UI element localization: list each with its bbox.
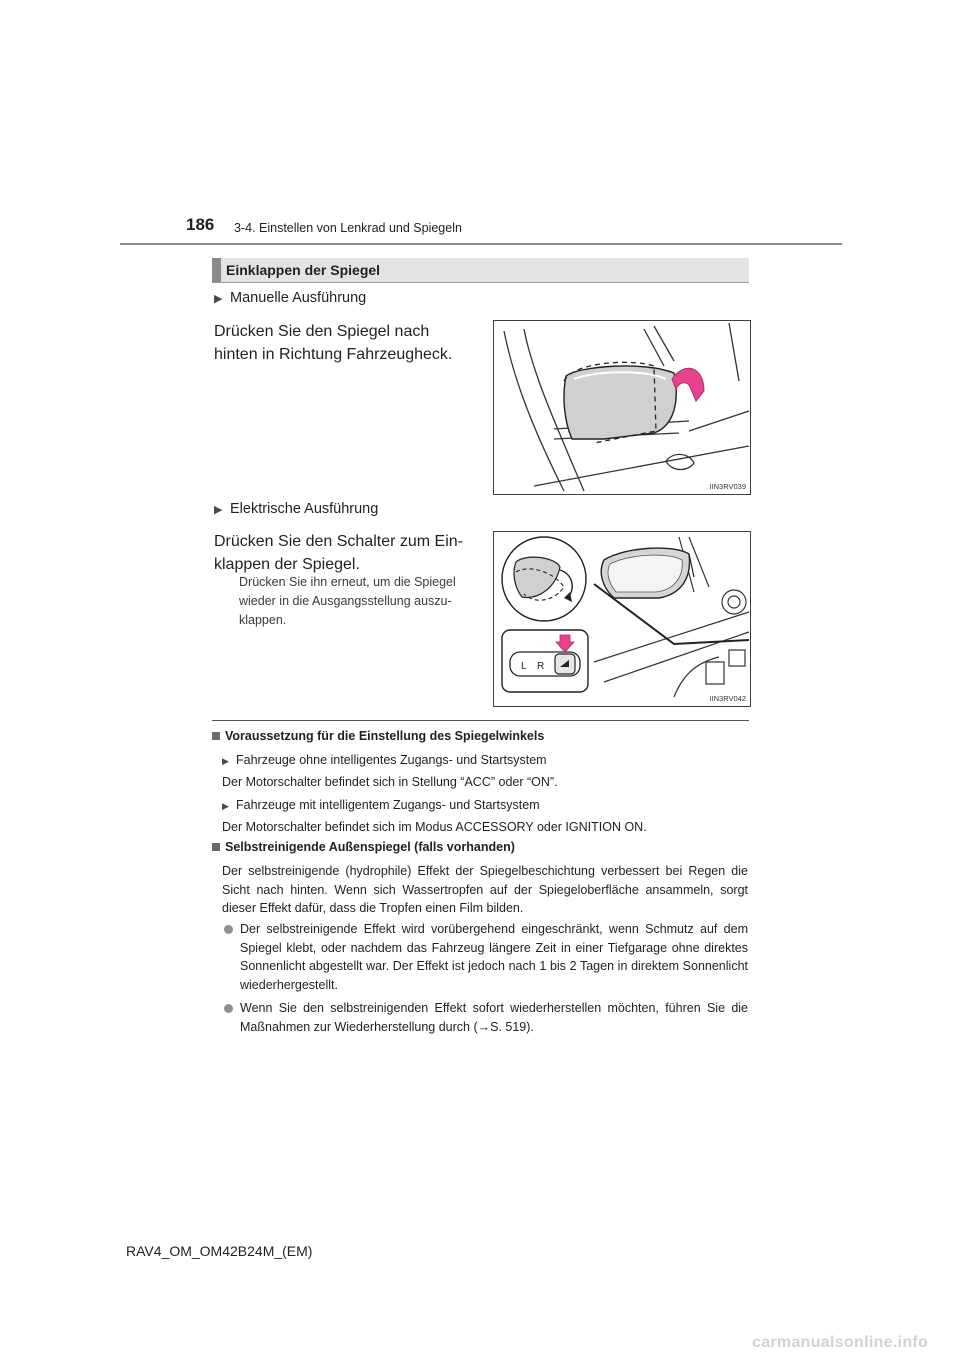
prereq-heading: Voraussetzung für die Einstellung des Spiegelwinkels xyxy=(225,729,545,743)
switch-right-label: R xyxy=(537,661,545,672)
manual-mirror-figure xyxy=(493,320,751,495)
arrow-right-icon: ▶ xyxy=(214,293,223,305)
electric-heading-row xyxy=(214,501,378,517)
smart-text: Der Motorschalter befindet sich im Modus ACCESSORY oder IGNITION ON. xyxy=(222,820,647,834)
manual-heading-row xyxy=(214,290,366,306)
selfclean-heading: Selbstreinigende Außenspiegel (falls vorhanden) xyxy=(225,840,515,854)
manual-heading: Manuelle Ausführung xyxy=(230,290,367,306)
switch-left-label: L xyxy=(521,661,527,672)
electric-subtext: Drücken Sie ihn erneut, um die Spiegel wieder in die Ausgangsstellung auszu-klappen. xyxy=(239,575,456,627)
no-smart-heading: Fahrzeuge ohne intelligentes Zugangs- und Startsystem xyxy=(236,753,547,767)
prereq-heading-row xyxy=(212,729,544,743)
selfclean-heading-row xyxy=(212,840,515,854)
page-number: 186 xyxy=(186,215,215,234)
circle-bullet-icon xyxy=(224,925,233,934)
electric-figure-code: IIN3RV042 xyxy=(709,694,746,703)
band-title: Einklappen der Spiegel xyxy=(226,262,381,278)
square-bullet-icon xyxy=(212,732,220,740)
manual-mirror-illustration xyxy=(494,321,750,494)
section-title: 3-4. Einstellen von Lenkrad und Spiegeln xyxy=(234,221,462,235)
document-code: RAV4_OM_OM42B24M_(EM) xyxy=(126,1243,313,1259)
electric-text: Drücken Sie den Schalter zum Ein-klappen der Spiegel. xyxy=(214,533,463,573)
arrow-right-icon: ▶ xyxy=(222,801,229,811)
manual-figure-code: IIN3RV039 xyxy=(709,482,746,491)
watermark: carmanualsonline.info xyxy=(752,1334,929,1351)
header-rule xyxy=(120,243,842,245)
bullet-2-text: Wenn Sie den selbstreinigenden Effekt sofort wiederherstellen möchten, führen Sie die Maßnahmen zur Wiederherstellung durch (→S. 519). xyxy=(240,1001,748,1034)
no-smart-heading-row xyxy=(222,751,547,771)
band-marker xyxy=(212,258,221,282)
smart-heading-row xyxy=(222,796,540,816)
no-smart-text: Der Motorschalter befindet sich in Stellung “ACC” oder “ON”. xyxy=(222,775,558,789)
notes-separator xyxy=(212,720,749,721)
smart-heading: Fahrzeuge mit intelligentem Zugangs- und Startsystem xyxy=(236,798,540,812)
circle-bullet-icon xyxy=(224,1004,233,1013)
selfclean-text: Der selbstreinigende (hydrophile) Effekt der Spiegelbeschichtung verbessert bei Regen die Sicht nach hinten. Wenn sich Wassertropfen auf der Spiegeloberfläche ansammeln, sorgt dieser Effekt dafür, dass die Tropfen einen Film bilden. xyxy=(222,864,748,915)
electric-heading: Elektrische Ausführung xyxy=(230,501,379,517)
electric-mirror-illustration xyxy=(494,532,750,706)
bullet-1-text: Der selbstreinigende Effekt wird vorübergehend eingeschränkt, wenn Schmutz auf dem Spiegel klebt, oder nachdem das Fahrzeug längere Zeit in einer Tiefgarage ohne direktes Sonnenlicht abgestellt war. Der Effekt ist jedoch nach 1 bis 2 Tagen in direktem Sonnenlicht wiederhergestellt. xyxy=(240,922,748,992)
square-bullet-icon xyxy=(212,843,220,851)
manual-text: Drücken Sie den Spiegel nach hinten in Richtung Fahrzeugheck. xyxy=(214,323,453,363)
electric-mirror-figure xyxy=(493,531,751,707)
arrow-right-icon: ▶ xyxy=(222,756,229,766)
arrow-right-icon: ▶ xyxy=(214,504,223,516)
